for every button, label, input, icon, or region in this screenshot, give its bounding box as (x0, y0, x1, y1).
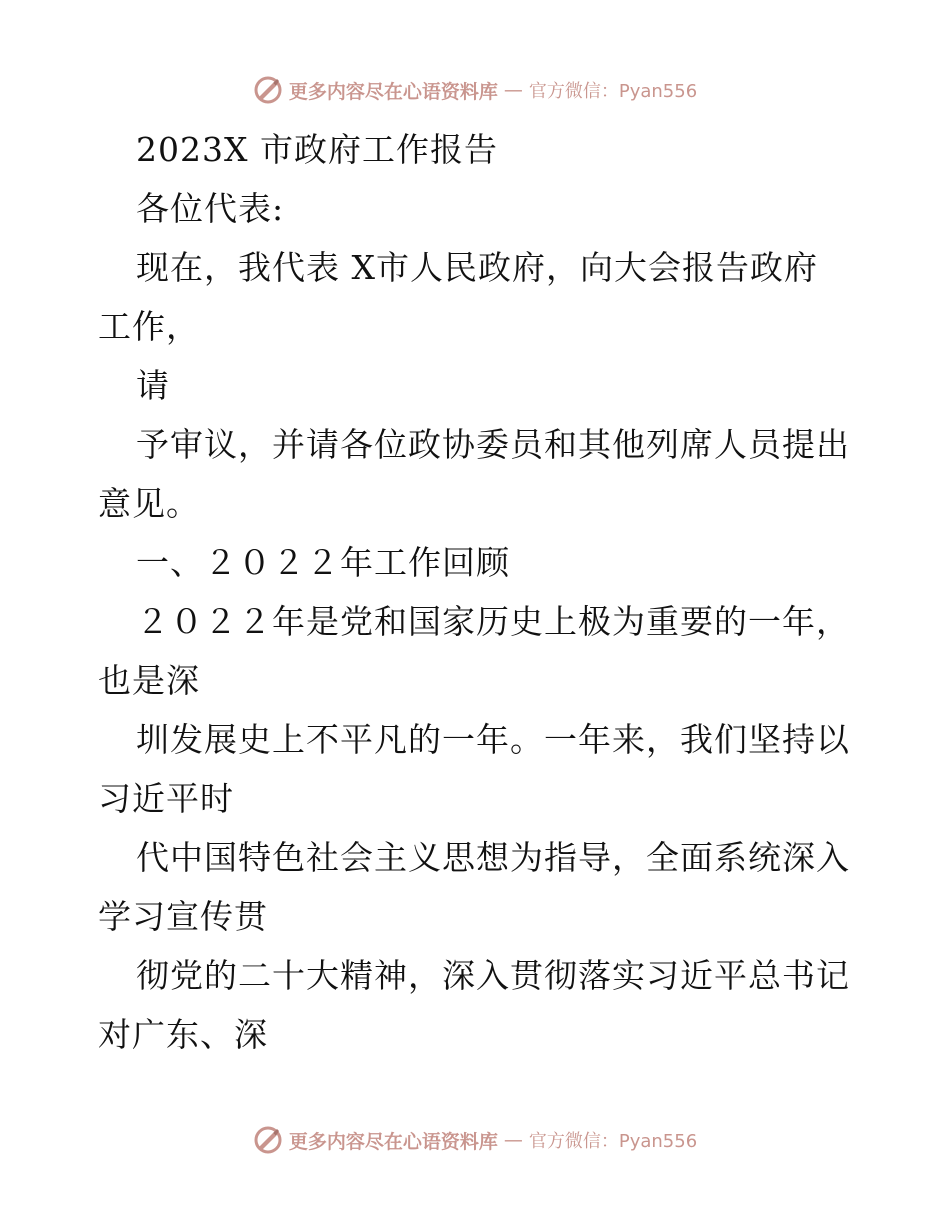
pen-swirl-logo-icon (253, 75, 283, 105)
text-line: 圳发展史上不平凡的一年。一年来，我们坚持以 (136, 720, 850, 759)
section-heading: 一、２０２２年工作回顾 (136, 543, 510, 582)
text-line: ２０２２年是党和国家历史上极为重要的一年， (136, 602, 850, 641)
text-line: 彻党的二十大精神，深入贯彻落实习近平总书记 (136, 956, 850, 995)
text-line: 对广东、深 (98, 1015, 268, 1054)
watermark-brand: 更多内容尽在心语资料库 (288, 1130, 498, 1153)
watermark-contact: 官方微信：Pyan556 (528, 81, 698, 102)
document-title: 2023X 市政府工作报告 (136, 130, 498, 169)
text-line: 也是深 (98, 661, 200, 700)
document-body (98, 120, 858, 1064)
text-line: 现在，我代表 X市人民政府，向大会报告政府 (136, 248, 818, 287)
text-line: 代中国特色社会主义思想为指导，全面系统深入 (136, 838, 850, 877)
text-line: 请 (136, 366, 170, 405)
watermark-brand: 更多内容尽在心语资料库 (288, 80, 498, 103)
footer-watermark (0, 1122, 950, 1158)
watermark-dash: — (503, 1129, 523, 1151)
pen-swirl-logo-icon (253, 1125, 283, 1155)
text-line: 学习宣传贯 (98, 897, 268, 936)
text-line: 意见。 (98, 484, 200, 523)
watermark-dash: — (503, 79, 523, 101)
text-line: 习近平时 (98, 779, 234, 818)
salutation: 各位代表: (136, 189, 285, 228)
text-line: 予审议，并请各位政协委员和其他列席人员提出 (136, 425, 850, 464)
header-watermark (0, 72, 950, 108)
watermark-contact: 官方微信：Pyan556 (528, 1131, 698, 1152)
text-line: 工作， (98, 307, 200, 346)
